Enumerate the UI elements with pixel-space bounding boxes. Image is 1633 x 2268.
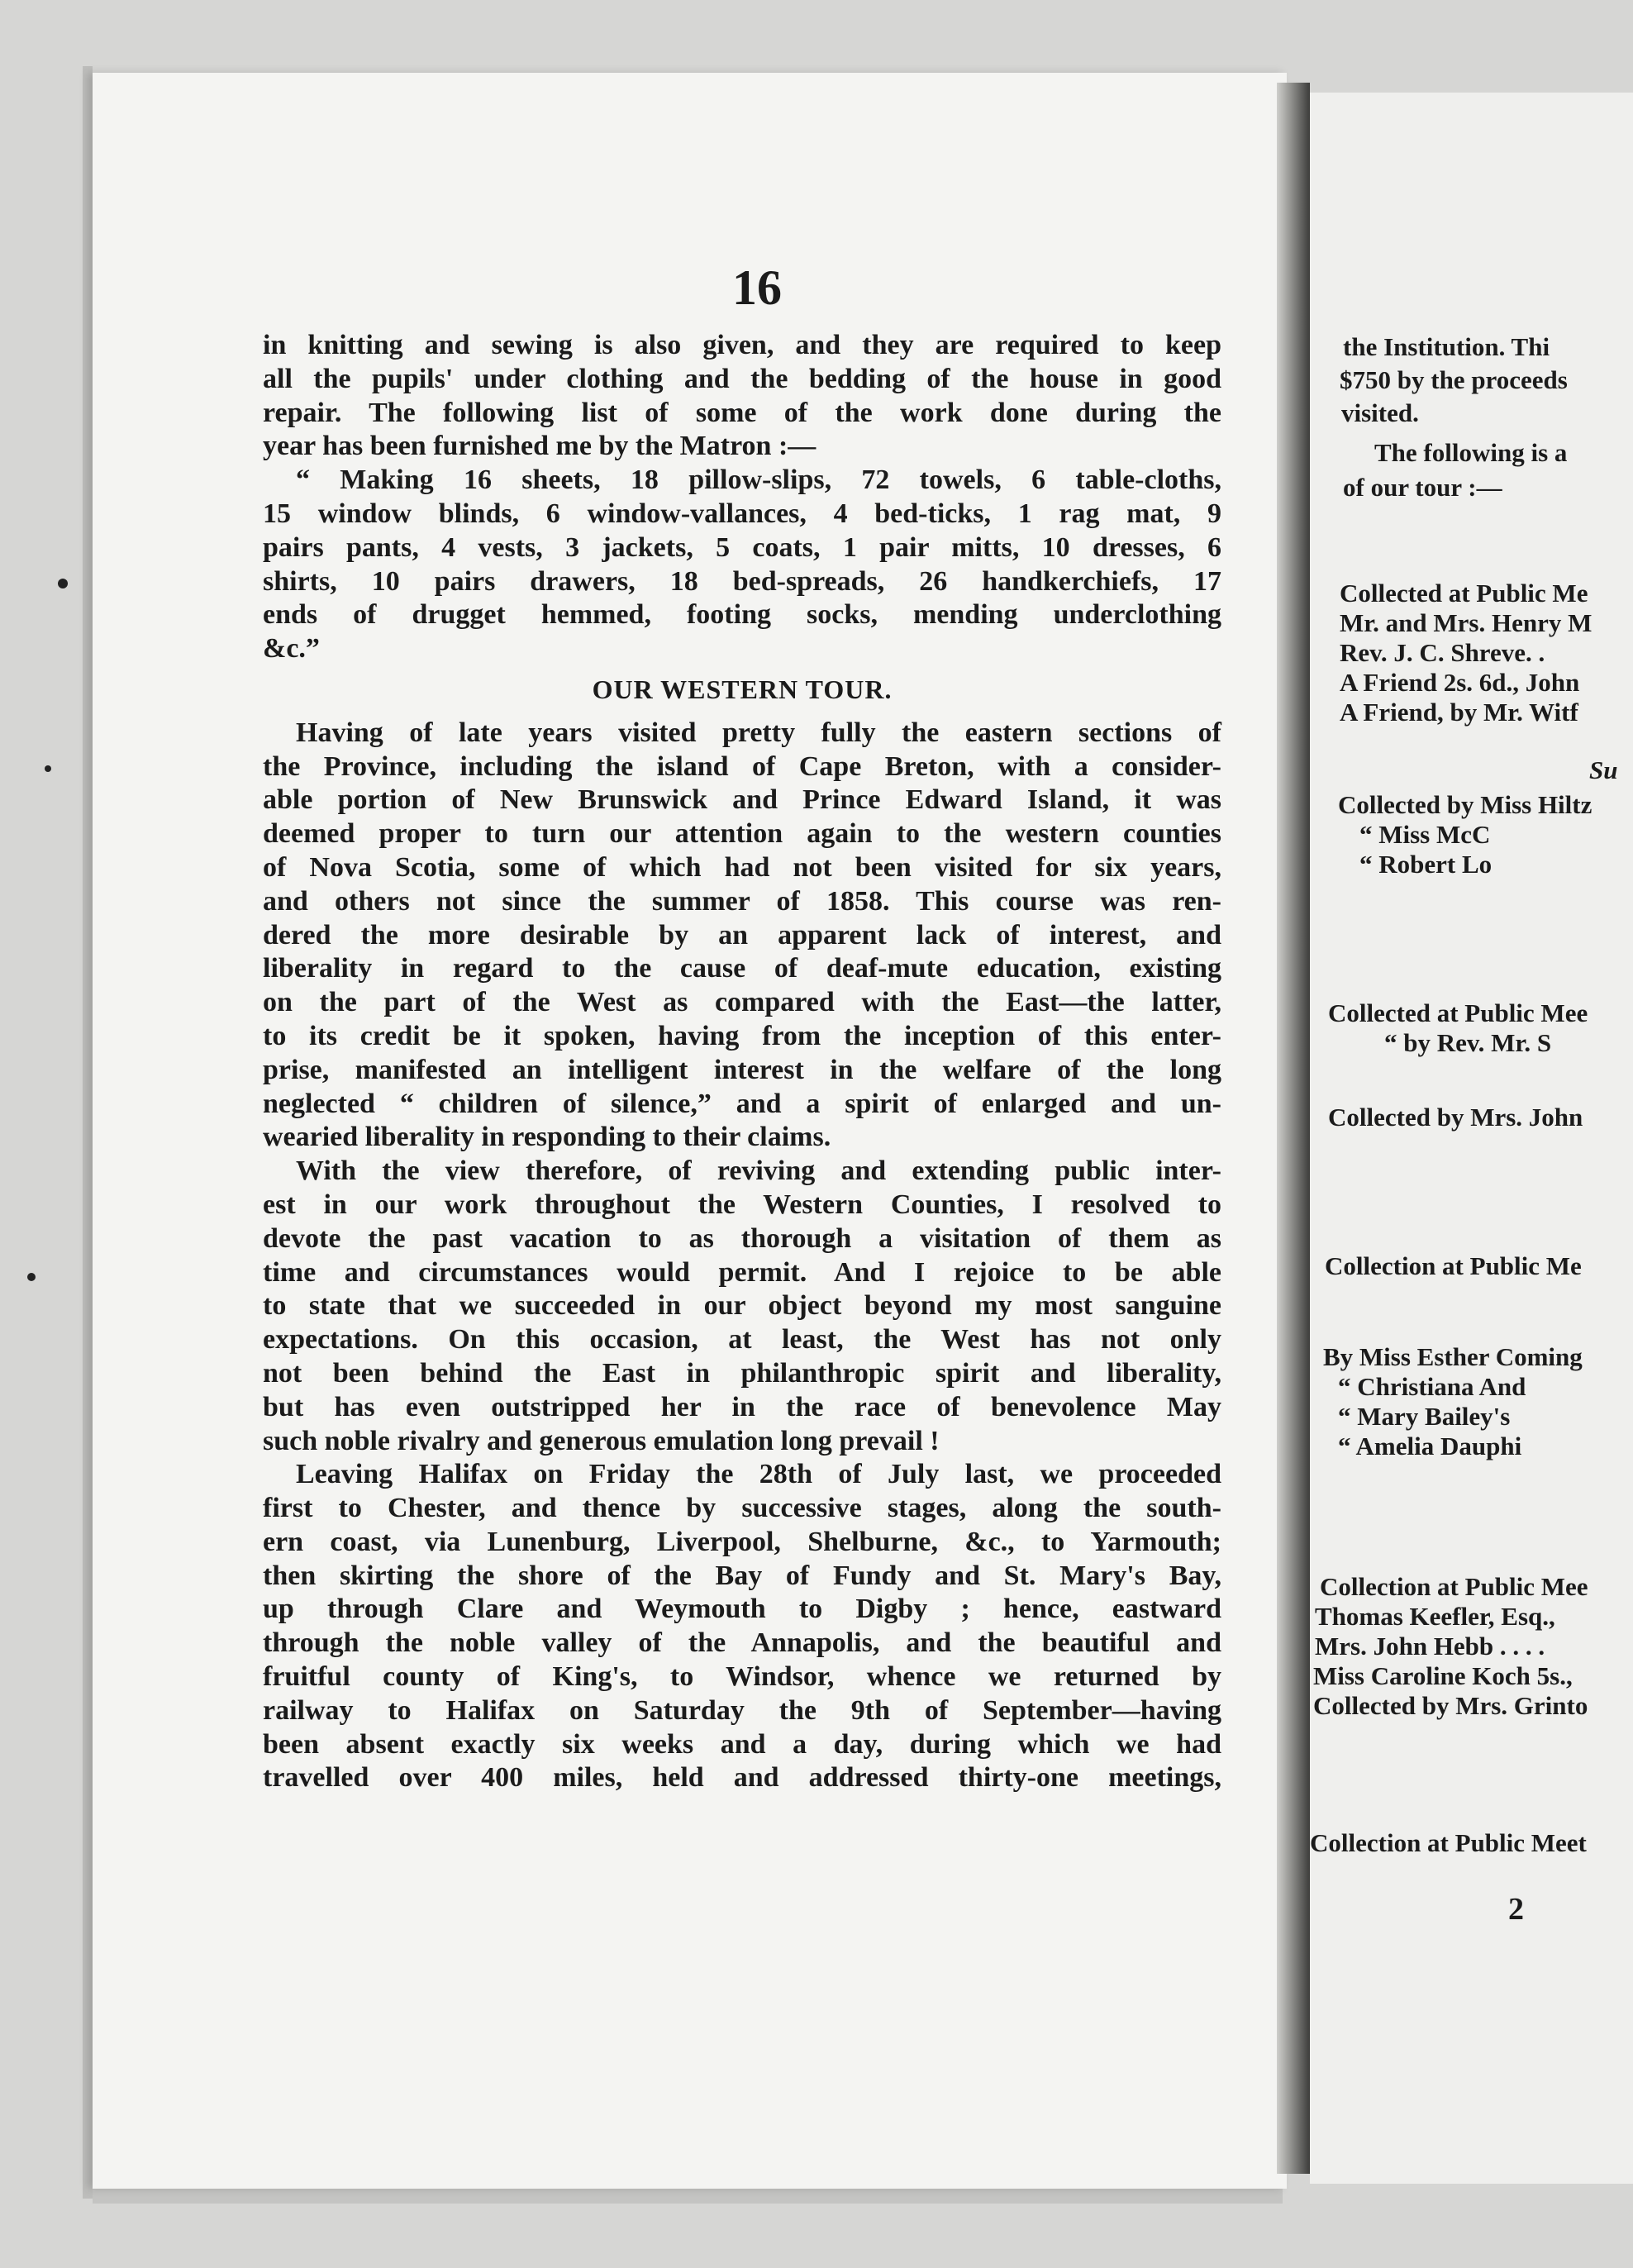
text-line: railway to Halifax on Saturday the 9th of September—having	[263, 1694, 1221, 1726]
text-line: such noble rivalry and generous emulation long prevail !	[263, 1425, 940, 1456]
text-line: to state that we succeeded in our object beyond my most sanguine	[263, 1290, 1221, 1322]
text-line: deemed proper to turn our attention again to the western counties	[263, 818, 1221, 850]
right-line: “ Mary Bailey's	[1338, 1402, 1511, 1431]
right-line: $750 by the proceeds	[1340, 365, 1568, 394]
text-line: Leaving Halifax on Friday the 28th of July last, we proceeded	[296, 1459, 1221, 1490]
text-line: the Province, including the island of Cape Breton, with a consider-	[263, 750, 1221, 782]
right-page-text	[1310, 93, 1633, 2184]
right-line: Rev. J. C. Shreve. .	[1340, 638, 1545, 667]
text-line: year has been furnished me by the Matron :—	[263, 431, 816, 462]
text-line: repair. The following list of some of the work done during the	[263, 397, 1221, 428]
right-line: Collected at Public Me	[1340, 579, 1588, 608]
text-line: up through Clare and Weymouth to Digby ; hence, eastward	[263, 1594, 1221, 1625]
right-line: “ Amelia Dauphi	[1338, 1432, 1522, 1460]
text-line: then skirting the shore of the Bay of Fundy and St. Mary's Bay,	[263, 1560, 1221, 1591]
right-line: Thomas Keefler, Esq.,	[1315, 1602, 1555, 1631]
text-line: pairs pants, 4 vests, 3 jackets, 5 coats, 1 pair mitts, 10 dresses, 6	[263, 531, 1221, 563]
text-line: “ Making 16 sheets, 18 pillow-slips, 72 towels, 6 table-cloths,	[296, 465, 1221, 496]
right-line: Collected by Miss Hiltz	[1338, 790, 1593, 819]
text-line: With the view therefore, of reviving and extending public inter-	[296, 1155, 1221, 1187]
text-line: ends of drugget hemmed, footing socks, mending underclothing	[263, 599, 1221, 631]
right-line: the Institution. Thi	[1343, 332, 1550, 361]
text-line: of Nova Scotia, some of which had not been visited for six years,	[263, 851, 1221, 883]
text-line: been absent exactly six weeks and a day, during which we had	[263, 1728, 1221, 1760]
right-line: “ Christiana And	[1338, 1372, 1526, 1401]
text-line: devote the past vacation to as thorough a visitation of them as	[263, 1222, 1221, 1254]
right-line: Mr. and Mrs. Henry M	[1340, 608, 1593, 637]
text-line: in knitting and sewing is also given, and they are required to keep	[263, 330, 1221, 360]
text-line: neglected “ children of silence,” and a spirit of enlarged and un-	[263, 1088, 1221, 1119]
text-line: dered the more desirable by an apparent lack of interest, and	[263, 919, 1221, 951]
right-line: By Miss Esther Coming	[1323, 1342, 1583, 1371]
body-text	[263, 329, 1221, 1795]
right-line: A Friend 2s. 6d., John	[1340, 668, 1580, 697]
text-line: all the pupils' under clothing and the bedding of the house in good	[263, 363, 1221, 394]
text-line: but has even outstripped her in the race of benevolence May	[263, 1391, 1221, 1422]
right-page	[1310, 93, 1633, 2184]
section-heading: OUR WESTERN TOUR.	[592, 674, 893, 704]
right-line: Collection at Public Mee	[1320, 1572, 1588, 1601]
text-line: through the noble valley of the Annapolis, and the beautiful and	[263, 1627, 1221, 1659]
text-line: and others not since the summer of 1858. This course was ren-	[263, 885, 1221, 917]
right-line: Collection at Public Meet	[1310, 1828, 1587, 1857]
text-line: first to Chester, and thence by successive stages, along the south-	[263, 1493, 1221, 1524]
text-line: wearied liberality in responding to their claims.	[263, 1122, 831, 1153]
right-line: Collected by Mrs. Grinto	[1313, 1691, 1588, 1720]
text-line: on the part of the West as compared with the East—the latter,	[263, 987, 1221, 1018]
right-line: “ Miss McC	[1359, 820, 1491, 849]
right-line: Mrs. John Hebb . . . .	[1315, 1632, 1545, 1660]
text-line: liberality in regard to the cause of deaf-mute education, existing	[263, 953, 1221, 984]
text-line: expectations. On this occasion, at least, the West has not only	[263, 1324, 1221, 1356]
text-line: Having of late years visited pretty fully the eastern sections of	[296, 717, 1221, 748]
right-line: Collection at Public Me	[1325, 1251, 1582, 1280]
text-line: to its credit be it spoken, having from the inception of this enter-	[263, 1020, 1221, 1051]
right-line: Collected by Mrs. John	[1328, 1103, 1583, 1132]
right-line: A Friend, by Mr. Witf	[1340, 698, 1578, 727]
text-line: time and circumstances would permit. And I rejoice to be able	[263, 1256, 1221, 1288]
right-line: Su	[1589, 755, 1618, 784]
text-line: ern coast, via Lunenburg, Liverpool, Shelburne, &c., to Yarmouth;	[263, 1526, 1221, 1557]
text-line: &c.”	[263, 633, 320, 665]
right-line: “ by Rev. Mr. S	[1384, 1028, 1552, 1057]
text-line: 15 window blinds, 6 window-vallances, 4 bed-ticks, 1 rag mat, 9	[263, 498, 1221, 529]
text-line: est in our work throughout the Western Counties, I resolved to	[263, 1189, 1221, 1220]
right-line: visited.	[1341, 398, 1419, 427]
text-line: travelled over 400 miles, held and addressed thirty-one meetings,	[263, 1762, 1221, 1794]
right-page-number: 2	[1508, 1892, 1524, 1927]
text-line: fruitful county of King's, to Windsor, whence we returned by	[263, 1661, 1221, 1693]
right-line: of our tour :—	[1343, 473, 1502, 502]
text-line: shirts, 10 pairs drawers, 18 bed-spreads, 26 handkerchiefs, 17	[263, 565, 1221, 597]
right-line: “ Robert Lo	[1359, 850, 1493, 879]
right-line: Miss Caroline Koch 5s.,	[1313, 1661, 1573, 1690]
text-line: not been behind the East in philanthropic spirit and liberality,	[263, 1357, 1221, 1389]
right-line: Collected at Public Mee	[1328, 998, 1588, 1027]
text-line: prise, manifested an intelligent interest in the welfare of the long	[263, 1054, 1221, 1085]
right-line: The following is a	[1374, 438, 1568, 467]
text-line: able portion of New Brunswick and Prince Edward Island, it was	[263, 784, 1221, 816]
book-gutter	[1277, 83, 1310, 2174]
